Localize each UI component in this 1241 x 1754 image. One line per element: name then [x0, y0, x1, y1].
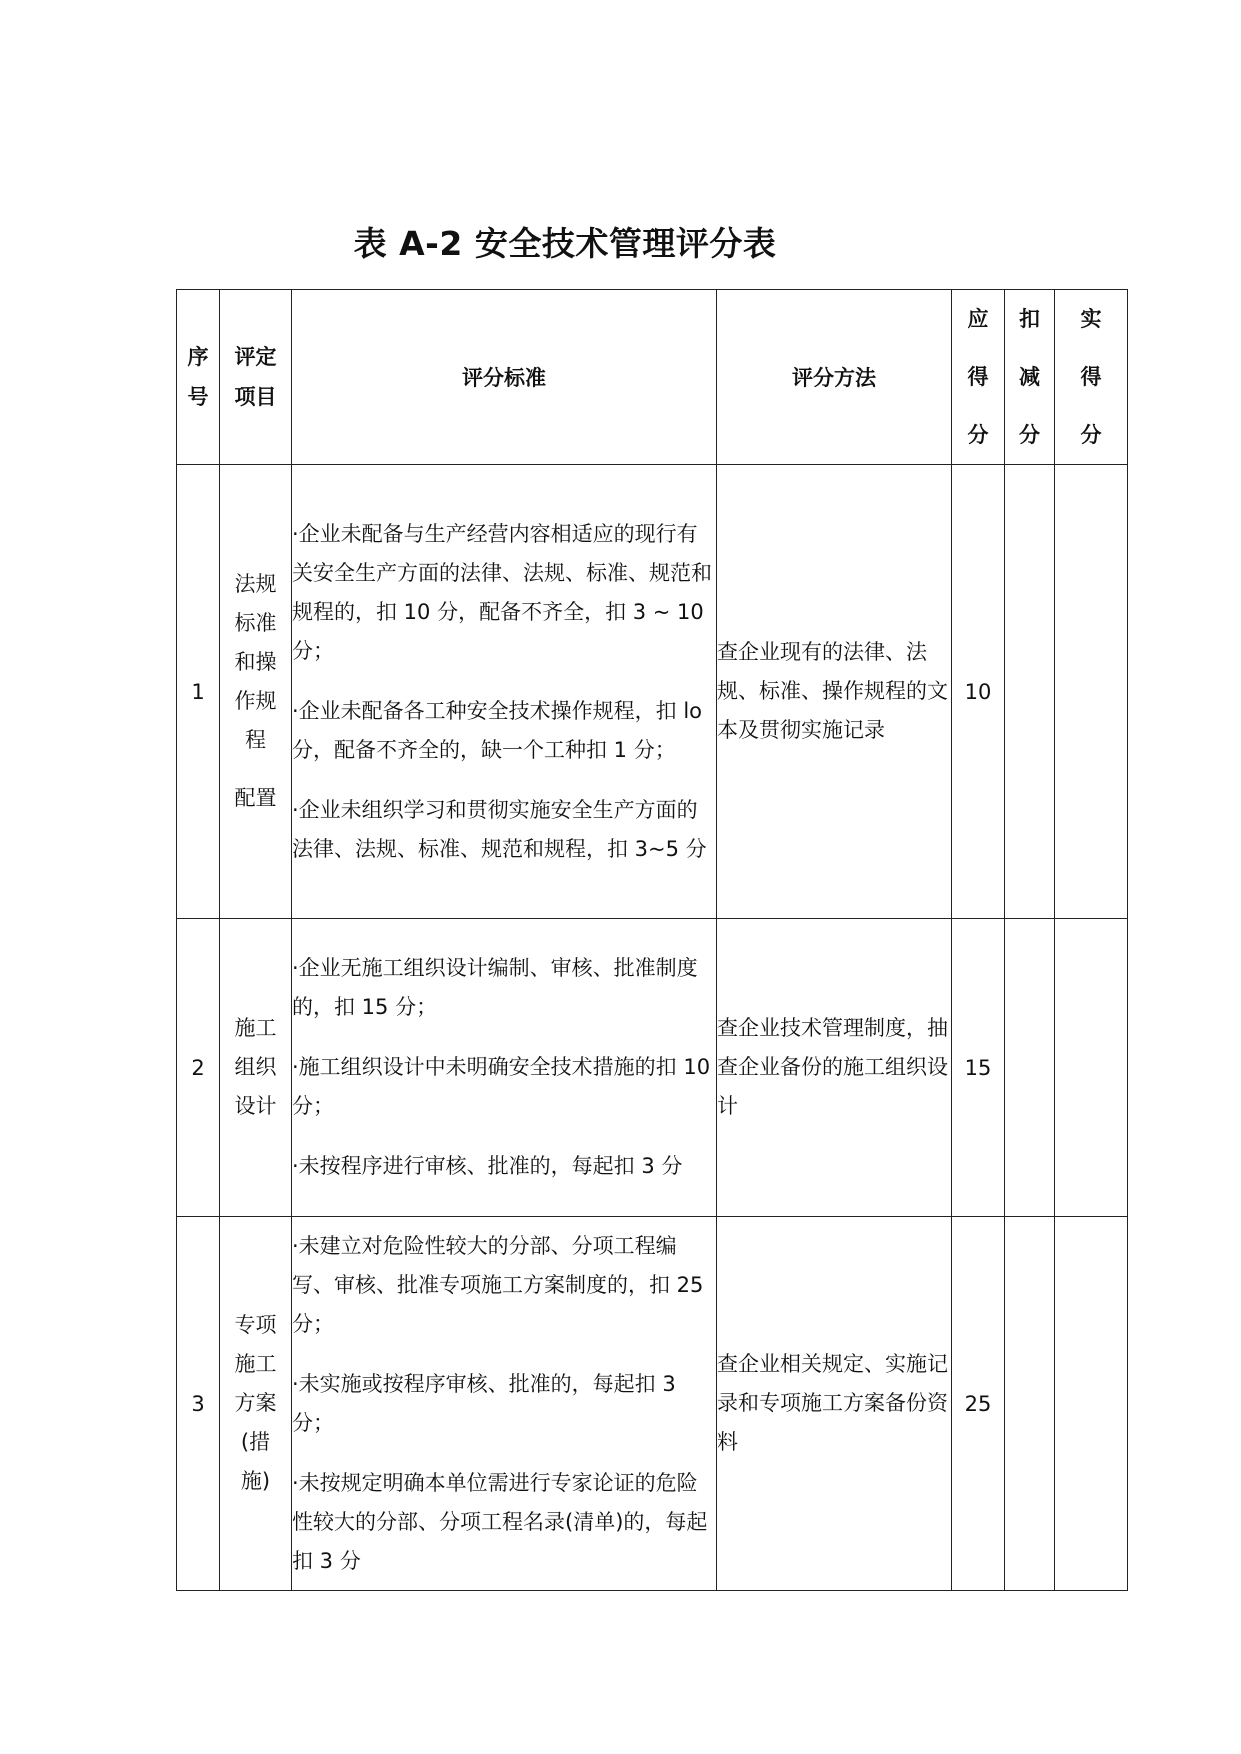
item-line: 方案	[234, 1391, 277, 1415]
header-method: 评分方法	[717, 290, 952, 465]
row-item	[220, 465, 292, 919]
item-line: 和操	[234, 650, 277, 674]
row-number: 3	[177, 1217, 220, 1591]
item-line: 专项	[234, 1313, 277, 1337]
row-criteria	[292, 1217, 717, 1591]
item-line: 设计	[234, 1094, 277, 1118]
header-deduct	[1005, 290, 1055, 465]
criterion: ·未按规定明确本单位需进行专家论证的危险性较大的分部、分项工程名录(清单)的，每起扣 3 分	[292, 1470, 708, 1573]
row-criteria	[292, 919, 717, 1217]
row-should-score: 25	[952, 1217, 1005, 1591]
criterion: ·未实施或按程序审核、批准的，每起扣 3 分；	[292, 1371, 676, 1435]
header-no-char: 号	[187, 385, 209, 409]
row-number: 2	[177, 919, 220, 1217]
header-no	[177, 290, 220, 465]
item-line: 配置	[234, 786, 277, 810]
row-deduct[interactable]	[1005, 465, 1055, 919]
row-actual[interactable]	[1055, 1217, 1128, 1591]
header-should-score-char: 应	[967, 307, 989, 331]
row-item	[220, 919, 292, 1217]
row-method: 查企业现有的法律、法规、标准、操作规程的文本及贯彻实施记录	[717, 465, 952, 919]
criterion: ·企业未配备各工种安全技术操作规程，扣 lo 分，配备不齐全的，缺一个工种扣 1 分；	[292, 698, 703, 762]
table-row	[177, 1217, 1128, 1591]
row-should-score: 15	[952, 919, 1005, 1217]
criterion: ·施工组织设计中未明确安全技术措施的扣 10 分；	[292, 1055, 711, 1118]
header-actual-char: 得	[1080, 365, 1102, 389]
header-item-line: 项目	[234, 385, 277, 409]
item-line: 标准	[234, 611, 277, 635]
item-line: 施)	[240, 1469, 271, 1493]
row-deduct[interactable]	[1005, 919, 1055, 1217]
row-should-score: 10	[952, 465, 1005, 919]
header-should-score-char: 得	[967, 365, 989, 389]
header-should-score-char: 分	[967, 423, 989, 447]
item-line: 程	[245, 728, 266, 752]
row-number: 1	[177, 465, 220, 919]
page-title: 表 A-2 安全技术管理评分表	[353, 224, 777, 263]
header-deduct-char: 分	[1019, 423, 1040, 447]
criterion: ·企业未组织学习和贯彻实施安全生产方面的法律、法规、标准、规范和规程，扣 3~5 分	[292, 797, 707, 861]
row-item	[220, 1217, 292, 1591]
header-should-score	[952, 290, 1005, 465]
header-actual	[1055, 290, 1128, 465]
header-no-char: 序	[187, 345, 209, 369]
header-deduct-char: 减	[1019, 365, 1040, 389]
header-deduct-char: 扣	[1019, 307, 1040, 331]
header-actual-char: 分	[1080, 423, 1102, 447]
table-row	[177, 465, 1128, 919]
row-actual[interactable]	[1055, 919, 1128, 1217]
header-standard: 评分标准	[292, 290, 717, 465]
header-item	[220, 290, 292, 465]
header-row	[177, 290, 1128, 465]
header-actual-char: 实	[1080, 307, 1102, 331]
scoring-table	[176, 289, 1128, 1591]
row-method: 查企业相关规定、实施记录和专项施工方案备份资料	[717, 1217, 952, 1591]
row-actual[interactable]	[1055, 465, 1128, 919]
row-criteria	[292, 465, 717, 919]
criterion: ·未按程序进行审核、批准的，每起扣 3 分	[292, 1154, 683, 1178]
item-line: (措	[240, 1430, 271, 1454]
item-line: 施工	[234, 1016, 277, 1040]
criterion: ·未建立对危险性较大的分部、分项工程编写、审核、批准专项施工方案制度的，扣 25 分；	[292, 1233, 704, 1336]
header-item-line: 评定	[234, 345, 277, 369]
table-row	[177, 919, 1128, 1217]
criterion: ·企业无施工组织设计编制、审核、批准制度的，扣 15 分；	[292, 956, 698, 1019]
item-line: 组织	[234, 1055, 277, 1079]
item-line: 法规	[234, 572, 277, 596]
row-method: 查企业技术管理制度，抽查企业备份的施工组织设计	[717, 919, 952, 1217]
item-line: 作规	[234, 689, 277, 713]
row-deduct[interactable]	[1005, 1217, 1055, 1591]
item-line: 施工	[234, 1352, 277, 1376]
criterion: ·企业未配备与生产经营内容相适应的现行有关安全生产方面的法律、法规、标准、规范和规程的，扣 10 分，配备不齐全，扣 3 ~ 10 分；	[292, 521, 712, 663]
